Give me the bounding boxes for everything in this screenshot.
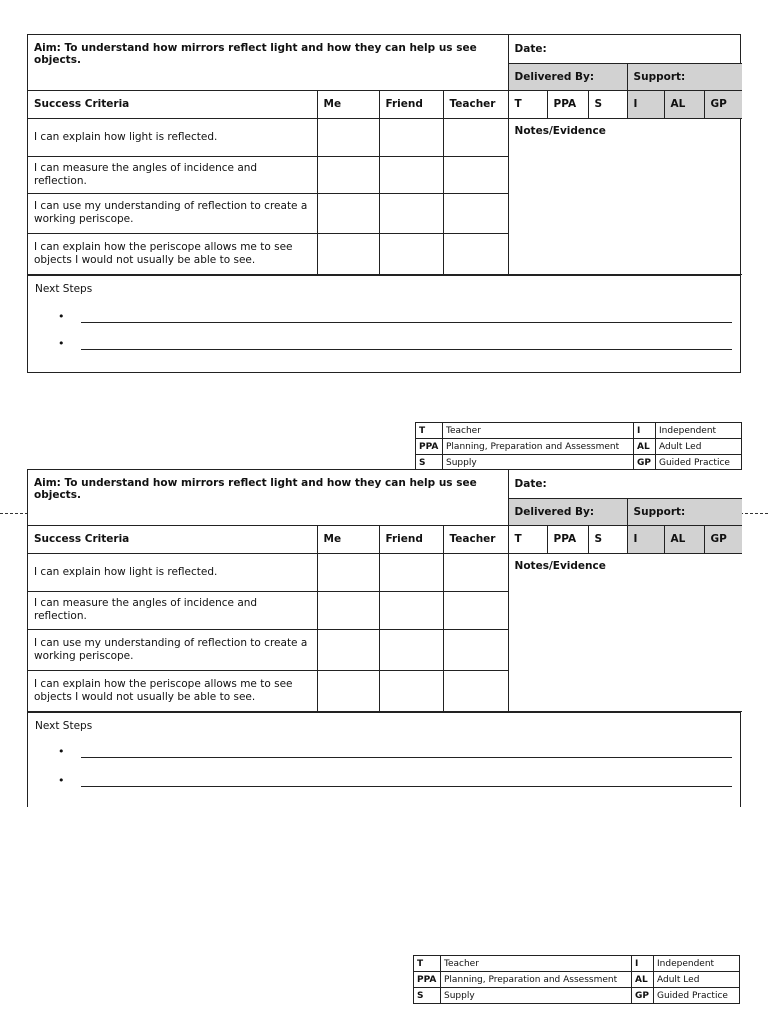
criteria-text: I can measure the angles of incidence and reflection. [28, 156, 317, 193]
code-key-table-2 [413, 955, 740, 1004]
aim-cell: Aim: To understand how mirrors reflect light and how they can help us see objects. [28, 470, 508, 525]
key-code: AL [632, 972, 654, 988]
key-meaning: Adult Led [656, 439, 742, 455]
support-code-gp[interactable]: GP [704, 90, 742, 118]
criteria-text: I can measure the angles of incidence and reflection. [28, 591, 317, 629]
bullet-icon: • [58, 744, 65, 758]
next-steps-section [28, 275, 740, 374]
delivered-by-label: Delivered By: [508, 498, 627, 525]
criteria-text: I can explain how light is reflected. [28, 118, 317, 156]
teacher-header: Teacher [443, 525, 508, 553]
me-check-cell[interactable] [317, 670, 379, 711]
key-meaning: Planning, Preparation and Assessment [443, 439, 634, 455]
assessment-table [28, 35, 742, 275]
delivery-code-t[interactable]: T [508, 525, 547, 553]
bullet-icon: • [58, 336, 65, 350]
aim-cell: Aim: To understand how mirrors reflect light and how they can help us see objects. [28, 35, 508, 90]
criteria-text: I can explain how the periscope allows me to see objects I would not usually be able to see. [28, 670, 317, 711]
key-meaning: Teacher [441, 956, 632, 972]
delivery-code-s[interactable]: S [588, 90, 627, 118]
teacher-check-cell[interactable] [443, 553, 508, 591]
key-meaning: Guided Practice [656, 455, 742, 471]
key-code: PPA [414, 972, 441, 988]
friend-check-cell[interactable] [379, 629, 443, 670]
criteria-text: I can explain how light is reflected. [28, 553, 317, 591]
next-steps-section [28, 712, 740, 809]
key-meaning: Adult Led [654, 972, 740, 988]
success-criteria-header: Success Criteria [28, 90, 317, 118]
next-step-line-2[interactable] [81, 786, 732, 787]
friend-check-cell[interactable] [379, 233, 443, 274]
me-check-cell[interactable] [317, 233, 379, 274]
key-meaning: Guided Practice [654, 988, 740, 1004]
friend-check-cell[interactable] [379, 670, 443, 711]
support-code-al[interactable]: AL [664, 90, 704, 118]
date-field[interactable]: Date: [508, 470, 742, 498]
key-meaning: Planning, Preparation and Assessment [441, 972, 632, 988]
support-label: Support: [627, 63, 742, 90]
friend-check-cell[interactable] [379, 118, 443, 156]
key-meaning: Independent [656, 423, 742, 439]
delivery-code-ppa[interactable]: PPA [547, 525, 588, 553]
me-check-cell[interactable] [317, 118, 379, 156]
next-steps-label: Next Steps [35, 719, 93, 732]
friend-check-cell[interactable] [379, 193, 443, 233]
me-check-cell[interactable] [317, 156, 379, 193]
me-check-cell[interactable] [317, 193, 379, 233]
teacher-check-cell[interactable] [443, 629, 508, 670]
key-code: AL [634, 439, 656, 455]
support-code-al[interactable]: AL [664, 525, 704, 553]
assessment-table [28, 470, 742, 712]
teacher-check-cell[interactable] [443, 193, 508, 233]
assessment-card-2 [27, 469, 741, 807]
support-label: Support: [627, 498, 742, 525]
criteria-text: I can use my understanding of reflection to create a working periscope. [28, 193, 317, 233]
bullet-icon: • [58, 309, 65, 323]
date-field[interactable]: Date: [508, 35, 742, 63]
me-check-cell[interactable] [317, 629, 379, 670]
me-check-cell[interactable] [317, 553, 379, 591]
criteria-text: I can use my understanding of reflection to create a working periscope. [28, 629, 317, 670]
friend-check-cell[interactable] [379, 591, 443, 629]
friend-header: Friend [379, 90, 443, 118]
key-code: T [416, 423, 443, 439]
support-code-gp[interactable]: GP [704, 525, 742, 553]
key-code: I [632, 956, 654, 972]
key-code: S [416, 455, 443, 471]
teacher-check-cell[interactable] [443, 118, 508, 156]
teacher-check-cell[interactable] [443, 591, 508, 629]
assessment-card-1 [27, 34, 741, 373]
teacher-check-cell[interactable] [443, 670, 508, 711]
friend-header: Friend [379, 525, 443, 553]
friend-check-cell[interactable] [379, 156, 443, 193]
key-meaning: Teacher [443, 423, 634, 439]
key-code: T [414, 956, 441, 972]
teacher-check-cell[interactable] [443, 156, 508, 193]
criteria-text: I can explain how the periscope allows me to see objects I would not usually be able to see. [28, 233, 317, 274]
next-step-line-2[interactable] [81, 349, 732, 350]
bullet-icon: • [58, 773, 65, 787]
me-header: Me [317, 90, 379, 118]
key-code: GP [632, 988, 654, 1004]
delivery-code-s[interactable]: S [588, 525, 627, 553]
code-key-table-1 [415, 422, 742, 471]
next-steps-label: Next Steps [35, 282, 93, 295]
key-code: S [414, 988, 441, 1004]
delivered-by-label: Delivered By: [508, 63, 627, 90]
next-step-line-1[interactable] [81, 322, 732, 323]
key-code: I [634, 423, 656, 439]
teacher-header: Teacher [443, 90, 508, 118]
teacher-check-cell[interactable] [443, 233, 508, 274]
friend-check-cell[interactable] [379, 553, 443, 591]
me-check-cell[interactable] [317, 591, 379, 629]
success-criteria-header: Success Criteria [28, 525, 317, 553]
key-meaning: Supply [441, 988, 632, 1004]
notes-evidence-area[interactable]: Notes/Evidence [508, 553, 742, 711]
delivery-code-t[interactable]: T [508, 90, 547, 118]
support-code-i[interactable]: I [627, 90, 664, 118]
me-header: Me [317, 525, 379, 553]
notes-evidence-area[interactable]: Notes/Evidence [508, 118, 742, 274]
key-code: PPA [416, 439, 443, 455]
delivery-code-ppa[interactable]: PPA [547, 90, 588, 118]
key-code: GP [634, 455, 656, 471]
key-meaning: Supply [443, 455, 634, 471]
support-code-i[interactable]: I [627, 525, 664, 553]
next-step-line-1[interactable] [81, 757, 732, 758]
key-meaning: Independent [654, 956, 740, 972]
